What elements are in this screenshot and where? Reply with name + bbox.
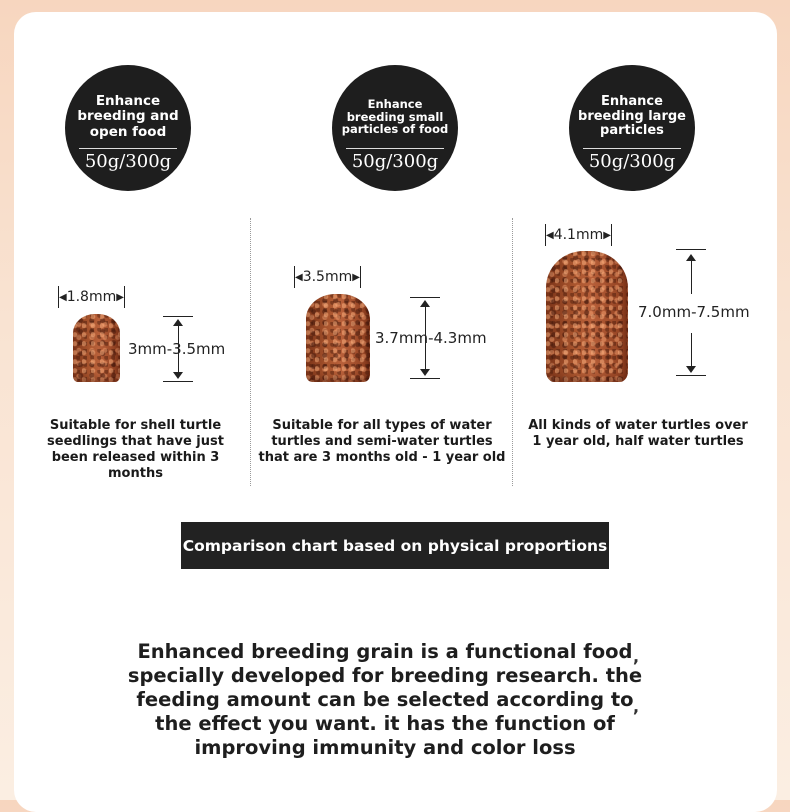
pellet-medium-icon — [306, 294, 370, 382]
pellet-large-icon — [546, 251, 628, 382]
width-measure: ◀ 4.1mm ▶ — [545, 224, 612, 246]
product-badge-2 — [332, 65, 458, 191]
badge-title: Enhance breeding and open food — [77, 93, 179, 140]
badge-title: Enhance breeding small particles of food — [341, 96, 449, 137]
description: All kinds of water turtles over 1 year old, half water turtles — [528, 418, 748, 449]
comparison-banner: Comparison chart based on physical proportions — [181, 522, 609, 569]
decorative-mark: , — [633, 647, 640, 666]
width-label: 3.5mm — [302, 269, 353, 285]
badge-title: Enhance breeding large particles — [578, 94, 686, 139]
description: Suitable for all types of water turtles and semi-water turtles that are 3 months old - 1 year old — [258, 418, 506, 465]
width-measure: ◀ 3.5mm ▶ — [294, 266, 361, 288]
badge-divider — [79, 148, 177, 149]
badge-size: 50g/300g — [351, 151, 439, 172]
description-paragraph: Enhanced breeding grain is a functional food specially developed for breeding research. the feeding amount can be selected according to the effect you want. it has the function of improving immunity and color loss — [127, 640, 643, 759]
decorative-mark: , — [633, 697, 640, 716]
product-badge-3 — [569, 65, 695, 191]
width-label: 1.8mm — [66, 289, 117, 305]
description: Suitable for shell turtle seedlings that have just been released within 3 months — [47, 418, 224, 481]
badge-size: 50g/300g — [84, 151, 172, 172]
badge-divider — [583, 148, 681, 149]
width-label: 4.1mm — [553, 227, 604, 243]
height-label: 3mm-3.5mm — [128, 340, 226, 358]
height-label: 3.7mm-4.3mm — [375, 329, 487, 347]
badge-size: 50g/300g — [588, 151, 676, 172]
column-separator — [512, 218, 513, 486]
pellet-small-icon — [73, 314, 120, 382]
badge-divider — [346, 148, 444, 149]
product-badge-1 — [65, 65, 191, 191]
width-measure: ◀ 1.8mm ▶ — [58, 286, 125, 308]
height-label: 7.0mm-7.5mm — [638, 303, 750, 321]
column-separator — [250, 218, 251, 486]
